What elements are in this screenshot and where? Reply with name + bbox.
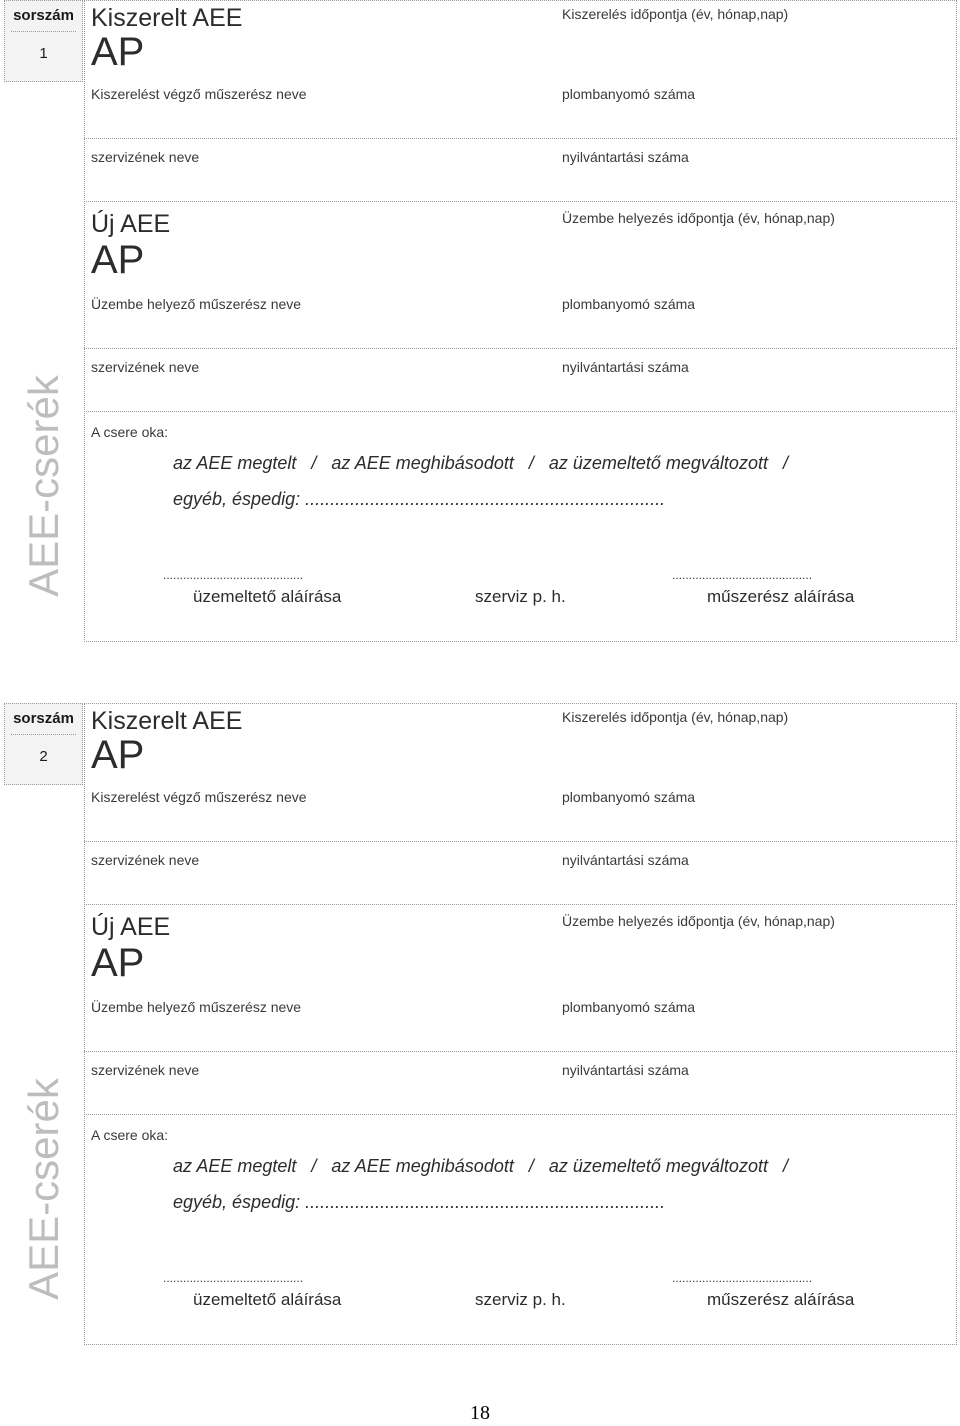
sequence-number-label: sorszám [13,7,74,24]
side-label-text: AEE-cserék [20,375,67,597]
side-label-text: AEE-cserék [20,1078,67,1300]
removal-technician-field[interactable]: Kiszerelést végző műszerész neve [91,86,307,102]
removal-registration-field[interactable]: nyilvántartási száma [562,852,689,868]
technician-signature-label: műszerész aláírása [707,1290,855,1309]
technician-signature-line: .......................................... [672,1271,813,1285]
operator-signature-label: üzemeltető aláírása [193,587,342,606]
sequence-number-cell [4,0,83,82]
page-number: 18 [470,1402,490,1424]
divider [11,31,76,32]
removal-service-field[interactable]: szervizének neve [91,149,200,165]
install-seal-field[interactable]: plombanyomó száma [562,999,696,1015]
removal-seal-field[interactable]: plombanyomó száma [562,789,696,805]
operator-signature-label: üzemeltető aláírása [193,1290,342,1309]
removed-ap-label: AP [91,733,145,777]
divider [84,904,957,905]
sequence-number-label: sorszám [13,710,74,727]
divider [84,348,957,349]
install-technician-field[interactable]: Üzembe helyező műszerész neve [91,296,302,312]
install-date-field[interactable]: Üzembe helyezés időpontja (év, hónap,nap) [562,210,835,226]
divider [84,1051,957,1052]
operator-signature-line: .......................................... [163,1271,304,1285]
divider [84,841,957,842]
reason-label: A csere oka: [91,424,169,440]
side-label [14,1059,74,1319]
install-service-field[interactable]: szervizének neve [91,1062,200,1078]
reason-options[interactable]: az AEE megtelt / az AEE meghibásodott / az üzemeltető megváltozott / [173,453,788,473]
side-label [14,356,74,616]
divider [84,201,957,202]
new-ap-label: AP [91,238,145,282]
install-service-field[interactable]: szervizének neve [91,359,200,375]
new-ap-label: AP [91,941,145,985]
removed-aee-title: Kiszerelt AEE [91,707,243,735]
new-aee-title: Új AEE [91,210,171,238]
divider [11,734,76,735]
install-date-field[interactable]: Üzembe helyezés időpontja (év, hónap,nap) [562,913,835,929]
removed-aee-title: Kiszerelt AEE [91,4,243,32]
divider [84,138,957,139]
divider [84,411,957,412]
service-stamp-label: szerviz p. h. [475,1290,566,1309]
removal-service-field[interactable]: szervizének neve [91,852,200,868]
operator-signature-line: .......................................... [163,568,304,582]
removal-seal-field[interactable]: plombanyomó száma [562,86,696,102]
sequence-number: 2 [39,748,48,765]
install-registration-field[interactable]: nyilvántartási száma [562,359,689,375]
divider [84,1114,957,1115]
reason-other-field[interactable]: egyéb, éspedig: ........................................................................ [173,1192,666,1212]
sequence-number: 1 [39,45,48,62]
removal-registration-field[interactable]: nyilvántartási száma [562,149,689,165]
removal-technician-field[interactable]: Kiszerelést végző műszerész neve [91,789,307,805]
sequence-number-cell [4,703,83,785]
technician-signature-label: műszerész aláírása [707,587,855,606]
exchange-form-1 [0,0,960,642]
exchange-form-2 [0,703,960,1345]
install-registration-field[interactable]: nyilvántartási száma [562,1062,689,1078]
reason-other-field[interactable]: egyéb, éspedig: ........................................................................ [173,489,666,509]
technician-signature-line: .......................................... [672,568,813,582]
removal-date-field[interactable]: Kiszerelés időpontja (év, hónap,nap) [562,709,789,725]
install-seal-field[interactable]: plombanyomó száma [562,296,696,312]
service-stamp-label: szerviz p. h. [475,587,566,606]
new-aee-title: Új AEE [91,913,171,941]
install-technician-field[interactable]: Üzembe helyező műszerész neve [91,999,302,1015]
reason-label: A csere oka: [91,1127,169,1143]
removal-date-field[interactable]: Kiszerelés időpontja (év, hónap,nap) [562,6,789,22]
removed-ap-label: AP [91,30,145,74]
reason-options[interactable]: az AEE megtelt / az AEE meghibásodott / az üzemeltető megváltozott / [173,1156,788,1176]
